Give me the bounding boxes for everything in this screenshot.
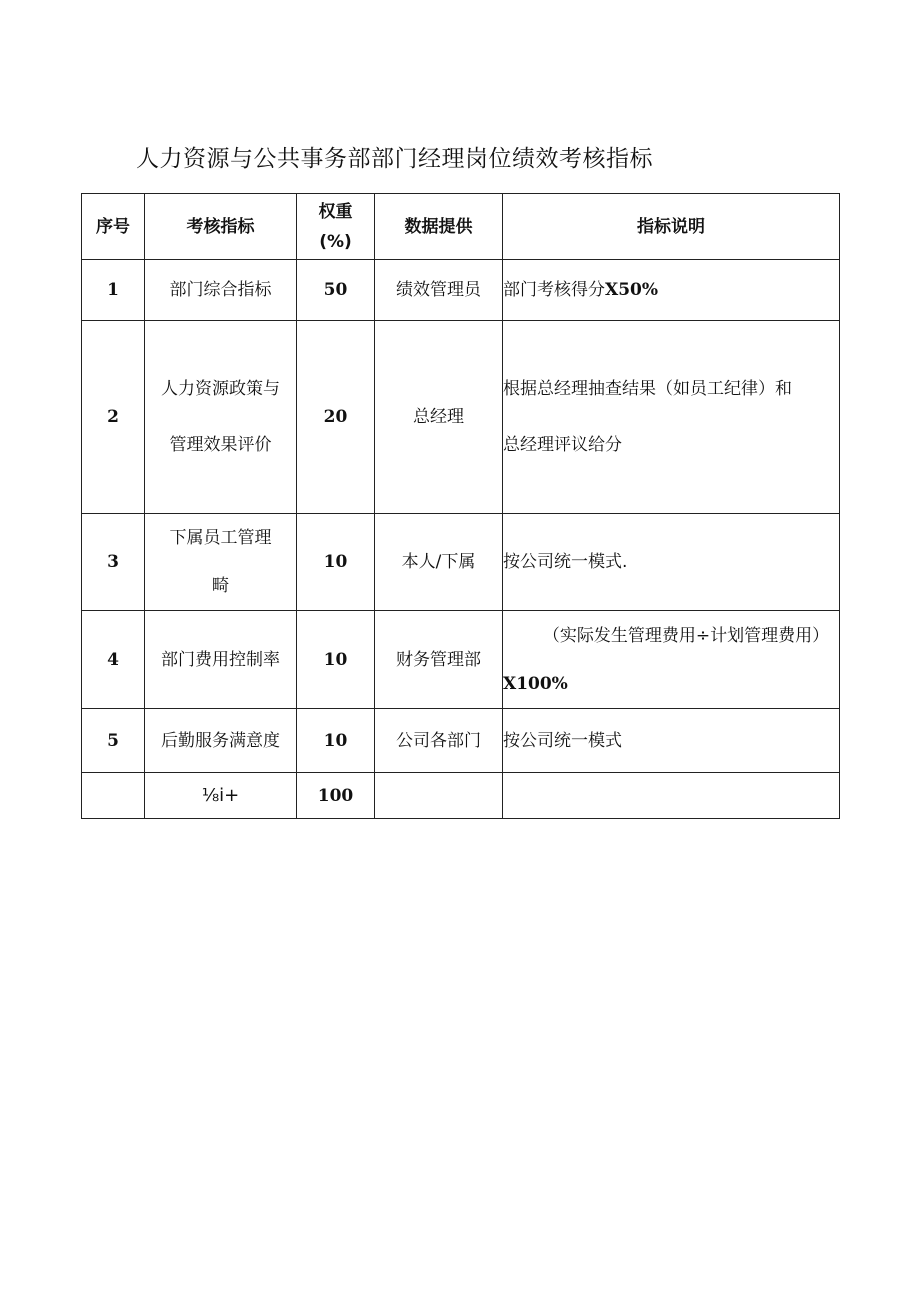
header-indicator: 考核指标: [145, 194, 297, 260]
row-desc: 按公司统一模式: [503, 709, 840, 773]
row-indicator: 部门综合指标: [145, 260, 297, 321]
table-row: [82, 260, 840, 321]
row-seq: 4: [82, 611, 145, 709]
row-source: 本人/下属: [375, 514, 503, 611]
row-indicator-line1: 人力资源政策与: [161, 379, 280, 399]
row-desc-number: X50%: [605, 280, 659, 300]
row-source: 公司各部门: [375, 709, 503, 773]
row-seq: 2: [82, 321, 145, 514]
row-indicator: [145, 321, 297, 514]
row-weight: 10: [297, 709, 375, 773]
header-seq: 序号: [82, 194, 145, 260]
row-source: 总经理: [375, 321, 503, 514]
table-row: [82, 321, 840, 514]
row-desc-line2: 总经理评议给分: [503, 435, 622, 455]
table-total-row: [82, 773, 840, 819]
kpi-table: [81, 193, 840, 819]
row-seq: 1: [82, 260, 145, 321]
row-indicator-line2: 管理效果评价: [169, 435, 272, 455]
row-weight: 50: [297, 260, 375, 321]
header-source: 数据提供: [375, 194, 503, 260]
total-label: ⅛i+: [145, 773, 297, 819]
table-row: [82, 709, 840, 773]
row-desc: [503, 260, 840, 321]
row-source: 财务管理部: [375, 611, 503, 709]
row-indicator: [145, 514, 297, 611]
row-weight: 10: [297, 514, 375, 611]
row-weight: 10: [297, 611, 375, 709]
row-indicator-line2: 畸: [212, 576, 229, 596]
row-indicator-line1: 下属员工管理: [169, 528, 272, 548]
row-desc: [503, 321, 840, 514]
row-desc: 按公司统一模式.: [503, 514, 840, 611]
total-weight: 100: [297, 773, 375, 819]
header-desc: 指标说明: [503, 194, 840, 260]
row-seq: 3: [82, 514, 145, 611]
row-indicator: 部门费用控制率: [145, 611, 297, 709]
table-header-row: [82, 194, 840, 260]
row-desc-line2: X100%: [503, 673, 568, 694]
document-title: 人力资源与公共事务部部门经理岗位绩效考核指标: [136, 146, 653, 172]
row-source: 绩效管理员: [375, 260, 503, 321]
header-weight: [297, 194, 375, 260]
row-desc-line1: 根据总经理抽查结果（如员工纪律）和: [503, 379, 792, 399]
table-row: [82, 514, 840, 611]
total-source-empty: [375, 773, 503, 819]
table-row: [82, 611, 840, 709]
row-desc: [503, 611, 840, 709]
row-weight: 20: [297, 321, 375, 514]
row-indicator: 后勤服务满意度: [145, 709, 297, 773]
header-weight-line2: (%): [319, 231, 352, 252]
row-seq: 5: [82, 709, 145, 773]
total-seq-empty: [82, 773, 145, 819]
row-desc-line1: （实际发生管理费用÷计划管理费用）: [542, 625, 830, 646]
header-weight-line1: 权重: [318, 201, 353, 222]
total-desc-empty: [503, 773, 840, 819]
row-desc-text: 部门考核得分: [503, 280, 605, 300]
